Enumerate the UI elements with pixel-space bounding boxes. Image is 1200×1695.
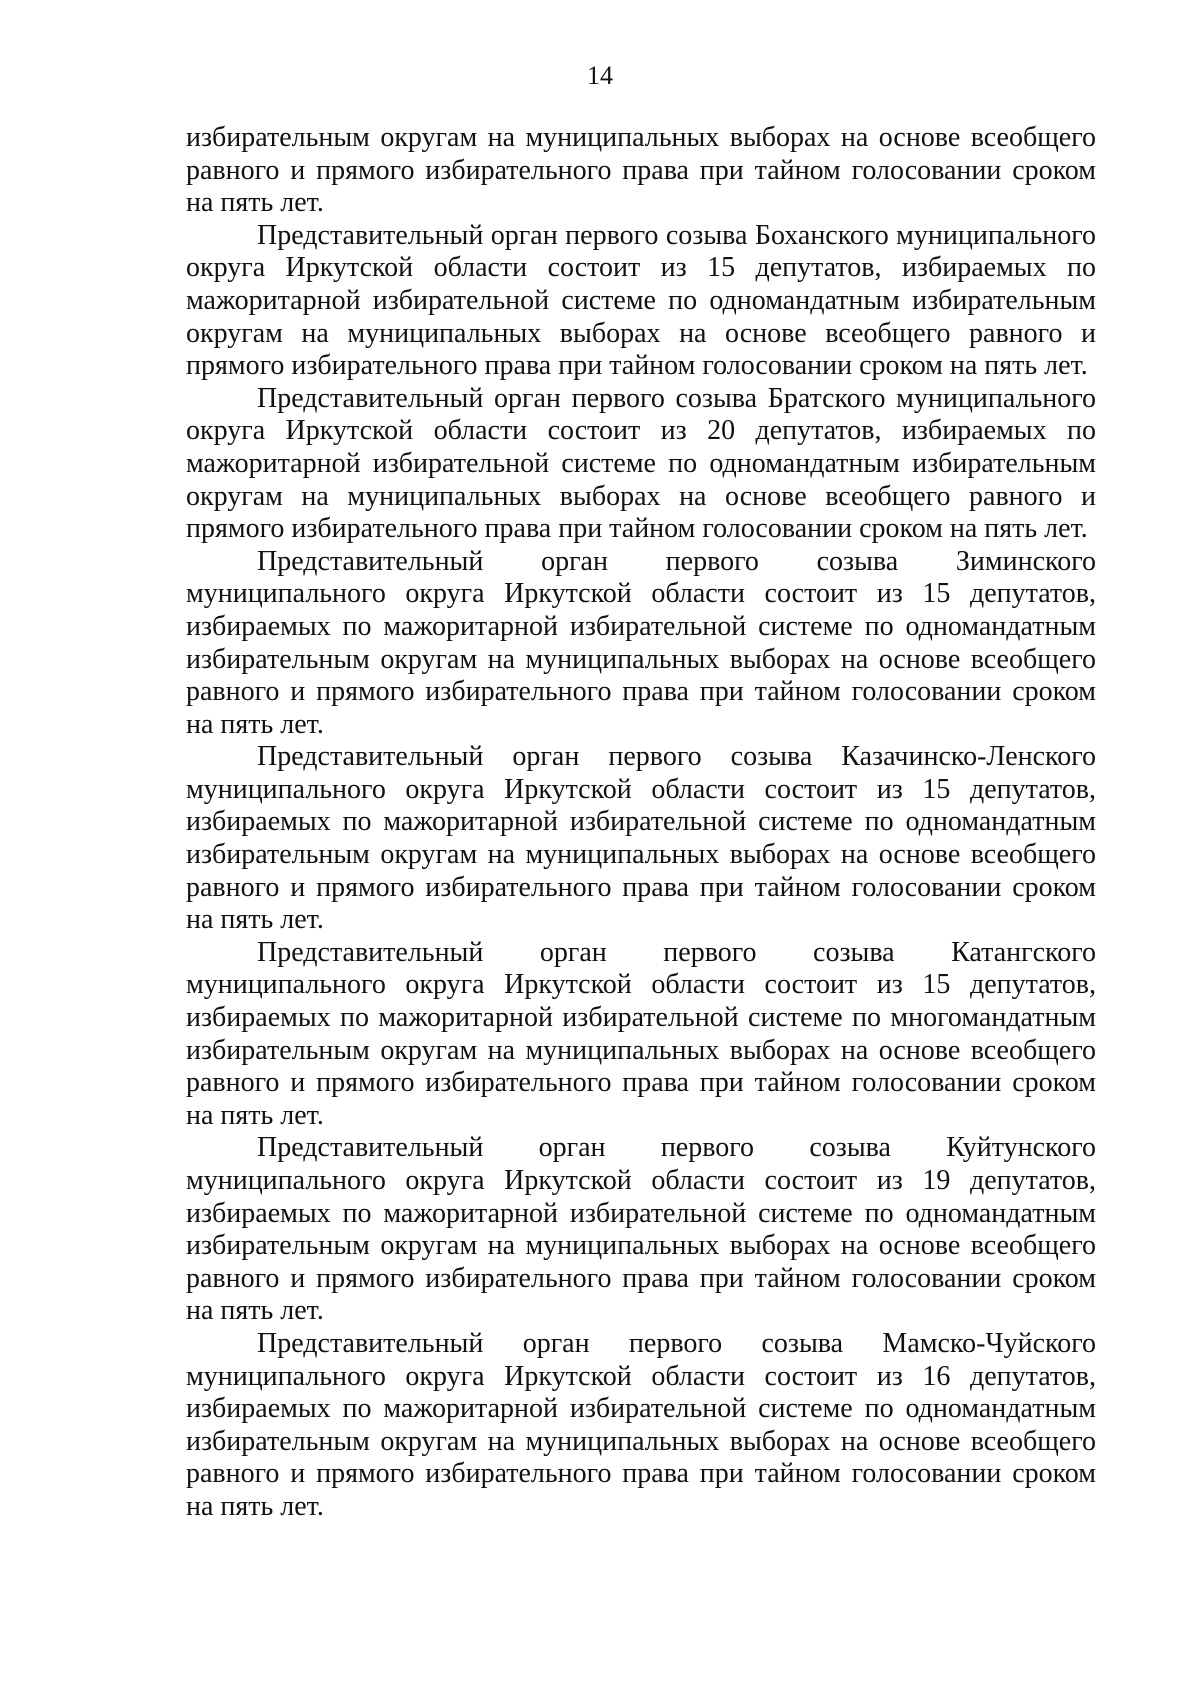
paragraph-continuation: избирательным округам на муниципальных выборах на основе всеобщего равного и прямого избирательного права при тайном голосовании сроком на пять лет. bbox=[186, 122, 1096, 219]
paragraph-kuytunsky: Представительный орган первого созыва Куйтунского муниципального округа Иркутской области состоит из 19 депутатов, избираемых по мажоритарной избирательной системе по одномандатным избирательным округам на муниципальных выборах на основе всеобщего равного и прямого избирательного права при тайном голосовании сроком на пять лет. bbox=[186, 1132, 1096, 1327]
paragraph-bokhansky: Представительный орган первого созыва Боханского муниципального округа Иркутской области состоит из 15 депутатов, избираемых по мажоритарной избирательной системе по одномандатным избирательным округам на муниципальных выборах на основе всеобщего равного и прямого избирательного права при тайном голосовании сроком на пять лет. bbox=[186, 219, 1096, 382]
page-number: 14 bbox=[587, 61, 613, 90]
paragraph-katangsky: Представительный орган первого созыва Катангского муниципального округа Иркутской области состоит из 15 депутатов, избираемых по мажоритарной избирательной системе по многомандатным избирательным округам на муниципальных выборах на основе всеобщего равного и прямого избирательного права при тайном голосовании сроком на пять лет. bbox=[186, 936, 1096, 1131]
paragraph-ziminsky: Представительный орган первого созыва Зиминского муниципального округа Иркутской области состоит из 15 депутатов, избираемых по мажоритарной избирательной системе по одномандатным избирательным округам на муниципальных выборах на основе всеобщего равного и прямого избирательного права при тайном голосовании сроком на пять лет. bbox=[186, 545, 1096, 740]
paragraph-mamsko-chuysky: Представительный орган первого созыва Мамско-Чуйского муниципального округа Иркутской области состоит из 16 депутатов, избираемых по мажоритарной избирательной системе по одномандатным избирательным округам на муниципальных выборах на основе всеобщего равного и прямого избирательного права при тайном голосовании сроком на пять лет. bbox=[186, 1327, 1096, 1522]
document-body bbox=[186, 122, 1096, 1524]
paragraph-bratsky: Представительный орган первого созыва Братского муниципального округа Иркутской области состоит из 20 депутатов, избираемых по мажоритарной избирательной системе по одномандатным избирательным округам на муниципальных выборах на основе всеобщего равного и прямого избирательного права при тайном голосовании сроком на пять лет. bbox=[186, 382, 1096, 545]
paragraph-kazachinsko-lensky: Представительный орган первого созыва Казачинско-Ленского муниципального округа Иркутской области состоит из 15 депутатов, избираемых по мажоритарной избирательной системе по одномандатным избирательным округам на муниципальных выборах на основе всеобщего равного и прямого избирательного права при тайном голосовании сроком на пять лет. bbox=[186, 741, 1096, 936]
